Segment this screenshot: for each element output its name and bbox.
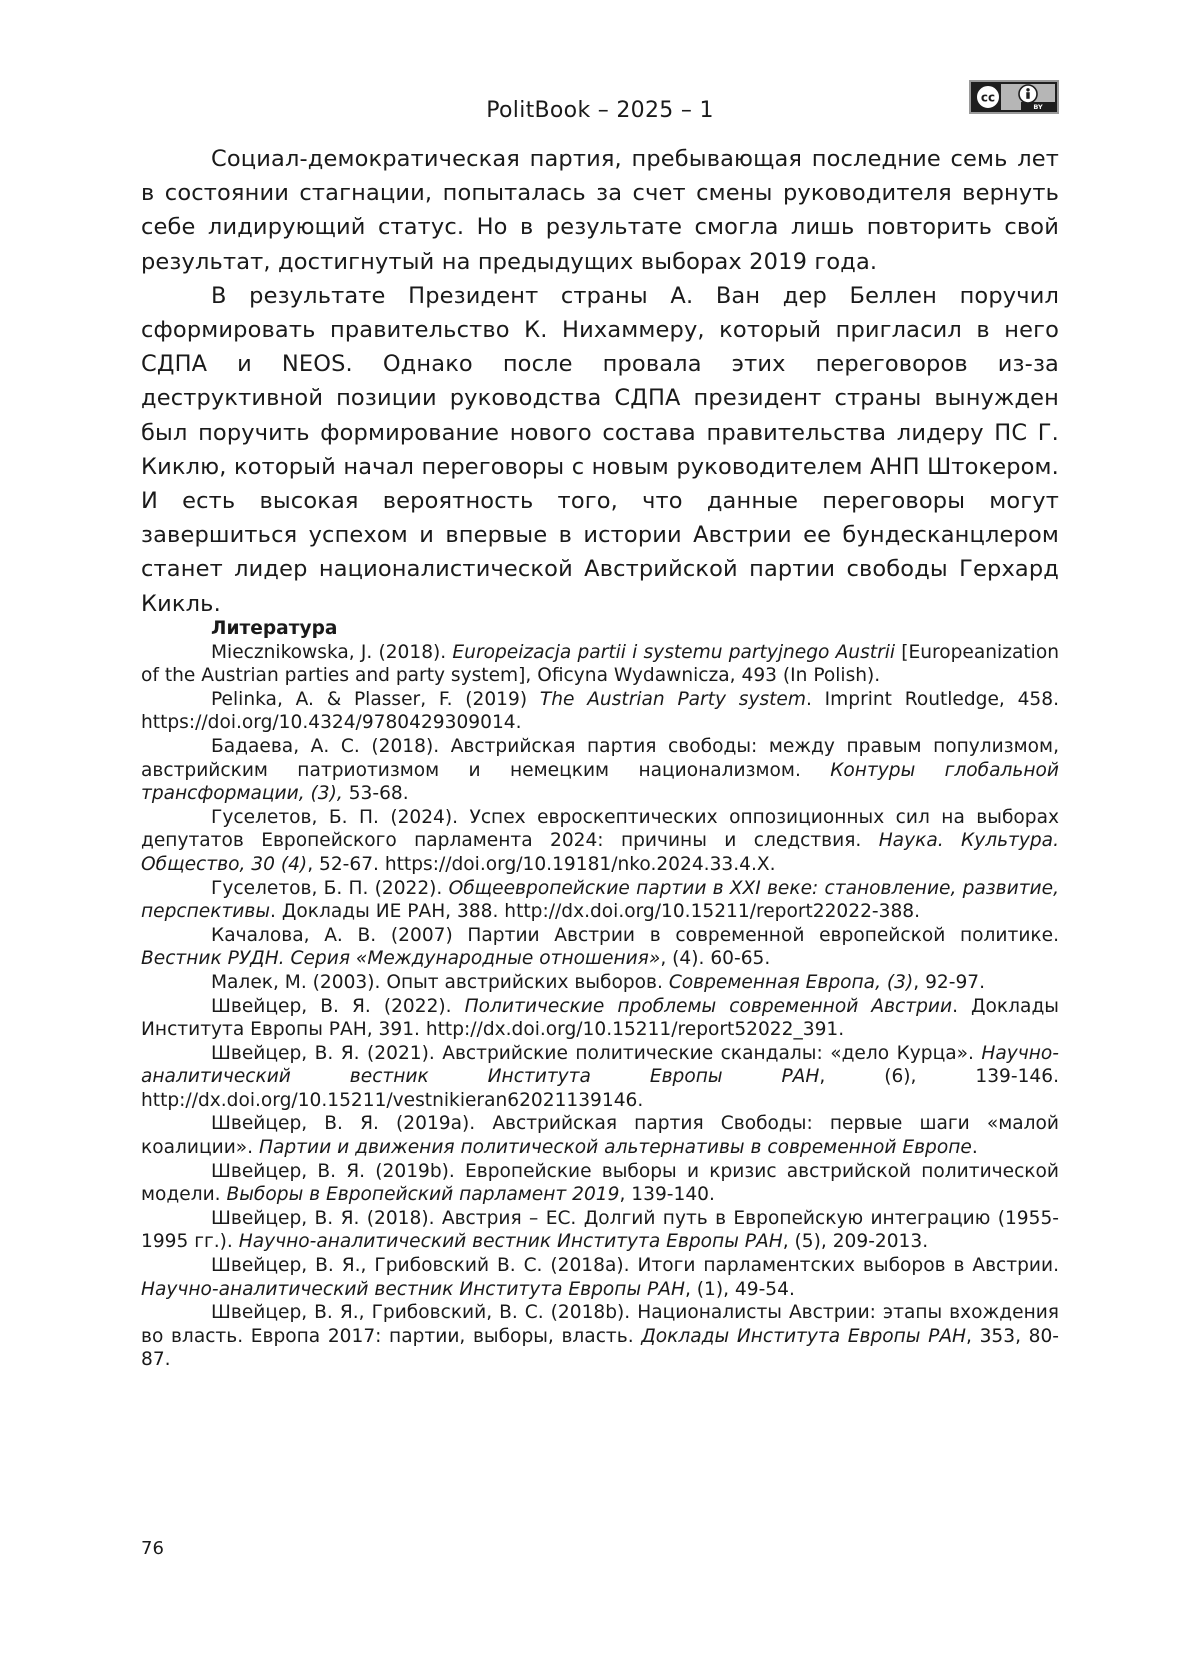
reference-text: Швейцер, В. Я. (2019a). Австрийская партия Свободы: первые шаги «малой коалиции». <box>141 1113 1059 1159</box>
body-paragraph: Социал-демократическая партия, пребывающая последние семь лет в состоянии стагнации, попыталась за счет смены руководителя вернуть себе лидирующий статус. Но в результате смогла лишь повторить свой результат, достигнутый на предыдущих выборах 2019 года. <box>141 146 1059 275</box>
reference-text: Гуселетов, Б. П. (2022). <box>211 877 449 899</box>
reference-item <box>141 1112 1059 1159</box>
reference-item <box>141 1042 1059 1113</box>
reference-text: Швейцер, В. Я. (2019b). Европейские выборы и кризис австрийской политической модели. <box>141 1160 1059 1206</box>
reference-text: Pelinka, A. & Plasser, F. (2019) <box>211 688 540 710</box>
reference-text: , 139-140. <box>619 1184 715 1206</box>
reference-text: . Доклады Института Европы РАН, 391. http://dx.doi.org/10.15211/report52022_391. <box>141 995 1059 1041</box>
reference-item <box>141 924 1059 971</box>
reference-text: , (4). 60-65. <box>660 948 771 970</box>
reference-source-title: Контуры глобальной трансформации, (3), <box>141 759 1060 805</box>
reference-item <box>141 1160 1059 1207</box>
reference-text: , (5), 209-2013. <box>782 1231 929 1253</box>
reference-text: , 353, 80-87. <box>141 1325 1059 1371</box>
reference-item <box>141 1254 1059 1301</box>
reference-text: Швейцер, В. Я. (2021). Австрийские политические скандалы: «дело Курца». <box>211 1042 982 1064</box>
reference-source-title: Научно-аналитический вестник Института Европы РАН <box>238 1231 783 1253</box>
reference-text: 53-68. <box>342 783 409 805</box>
references-list <box>141 641 1059 1372</box>
references-section <box>141 617 1059 1372</box>
reference-item <box>141 1301 1059 1372</box>
reference-text: , 52-67. https://doi.org/10.19181/nko.2024.33.4.X. <box>307 853 776 875</box>
body-paragraph: В результате Президент страны А. Ван дер Беллен поручил сформировать правительство К. Нихаммеру, который пригласил в него СДПА и NEOS. Однако после провала этих переговоров из-за деструктивной позиции руководства СДПА президент страны вынужден был поручить формирование нового состава правительства лидеру ПС Г. Киклю, который начал переговоры с новым руководителем АНП Штокером. И есть высокая вероятность того, что данные переговоры могут завершиться успехом и впервые в истории Австрии ее бундесканцлером станет лидер националистической Австрийской партии свободы Герхард Кикль. <box>141 282 1059 617</box>
reference-text: . Imprint Routledge, 458. https://doi.org/10.4324/9780429309014. <box>141 688 1059 734</box>
reference-text: Малек, М. (2003). Опыт австрийских выборов. <box>211 971 669 993</box>
reference-item <box>141 688 1059 735</box>
body-text <box>141 142 1059 621</box>
reference-text: , 92-97. <box>913 971 986 993</box>
reference-text: Швейцер, В. Я. (2018). Австрия – ЕС. Долгий путь в Европейскую интеграцию (1955-1995 гг.). <box>141 1207 1059 1253</box>
reference-text: Швейцер, В. Я., Грибовский, В. С. (2018b). Националисты Австрии: этапы вхождения во власть. Европа 2017: партии, выборы, власть. <box>141 1302 1059 1347</box>
reference-source-title: The Austrian Party system <box>539 688 806 710</box>
page-number: 76 <box>141 1538 164 1559</box>
by-label: BY <box>1033 103 1043 111</box>
reference-text: Качалова, А. В. (2007) Партии Австрии в современной европейской политике. <box>211 924 1059 946</box>
reference-text: Бадаева, А. С. (2018). Австрийская партия свободы: между правым популизмом, австрийским патриотизмом и немецким национализмом. <box>141 735 1059 781</box>
reference-text: , (1), 49-54. <box>684 1278 795 1300</box>
reference-source-title: Выборы в Европейский парламент 2019 <box>226 1184 620 1206</box>
reference-text: . <box>971 1137 978 1159</box>
reference-item <box>141 995 1059 1042</box>
reference-source-title: Политические проблемы современной Австрии <box>464 995 953 1017</box>
reference-source-title: Общеевропейские партии в XXI веке: становление, развитие, перспективы <box>141 877 1059 923</box>
reference-source-title: Вестник РУДН. Серия «Международные отношения» <box>141 948 661 970</box>
reference-text: Швейцер, В. Я., Грибовский В. С. (2018a). Итоги парламентских выборов в Австрии. <box>211 1255 1059 1277</box>
running-header: PolitBook – 2025 – 1 <box>486 98 714 123</box>
reference-item <box>141 971 1059 995</box>
reference-item <box>141 735 1059 806</box>
reference-text: Гуселетов, Б. П. (2024). Успех евроскептических оппозиционных сил на выборах депутатов Европейского парламента 2024: причины и следствия. <box>141 806 1059 852</box>
reference-text: , (6), 139-146. http://dx.doi.org/10.15211/vestnikieran62021139146. <box>141 1066 1059 1111</box>
reference-source-title: Научно-аналитический вестник Института Европы РАН <box>141 1278 685 1300</box>
reference-text: . Доклады ИЕ РАН, 388. http://dx.doi.org/10.15211/report22022-388. <box>270 901 921 923</box>
reference-item <box>141 877 1059 924</box>
reference-text: Miecznikowska, J. (2018). <box>211 641 453 663</box>
reference-item <box>141 641 1059 688</box>
reference-item <box>141 1207 1059 1254</box>
reference-source-title: Доклады Института Европы РАН <box>641 1325 967 1347</box>
reference-text: [Europeanization of the Austrian parties and party system], Oficyna Wydawnicza, 493 (In Polish). <box>141 641 1059 687</box>
reference-source-title: Europeizacja partii i systemu partyjnego Austrii <box>452 641 896 663</box>
cc-label: cc <box>980 90 996 105</box>
cc-by-license-badge <box>969 80 1059 114</box>
reference-source-title: Наука. Культура. Общество, 30 (4) <box>141 830 1059 875</box>
reference-source-title: Партии и движения политической альтернативы в современной Европе <box>259 1137 972 1159</box>
reference-source-title: Современная Европа, (3) <box>668 971 914 993</box>
reference-text: Швейцер, В. Я. (2022). <box>211 995 465 1017</box>
cc-by-icon <box>971 82 1057 112</box>
reference-item <box>141 806 1059 877</box>
references-heading: Литература <box>211 618 338 639</box>
reference-source-title: Научно-аналитический вестник Института Европы РАН <box>141 1042 1059 1088</box>
